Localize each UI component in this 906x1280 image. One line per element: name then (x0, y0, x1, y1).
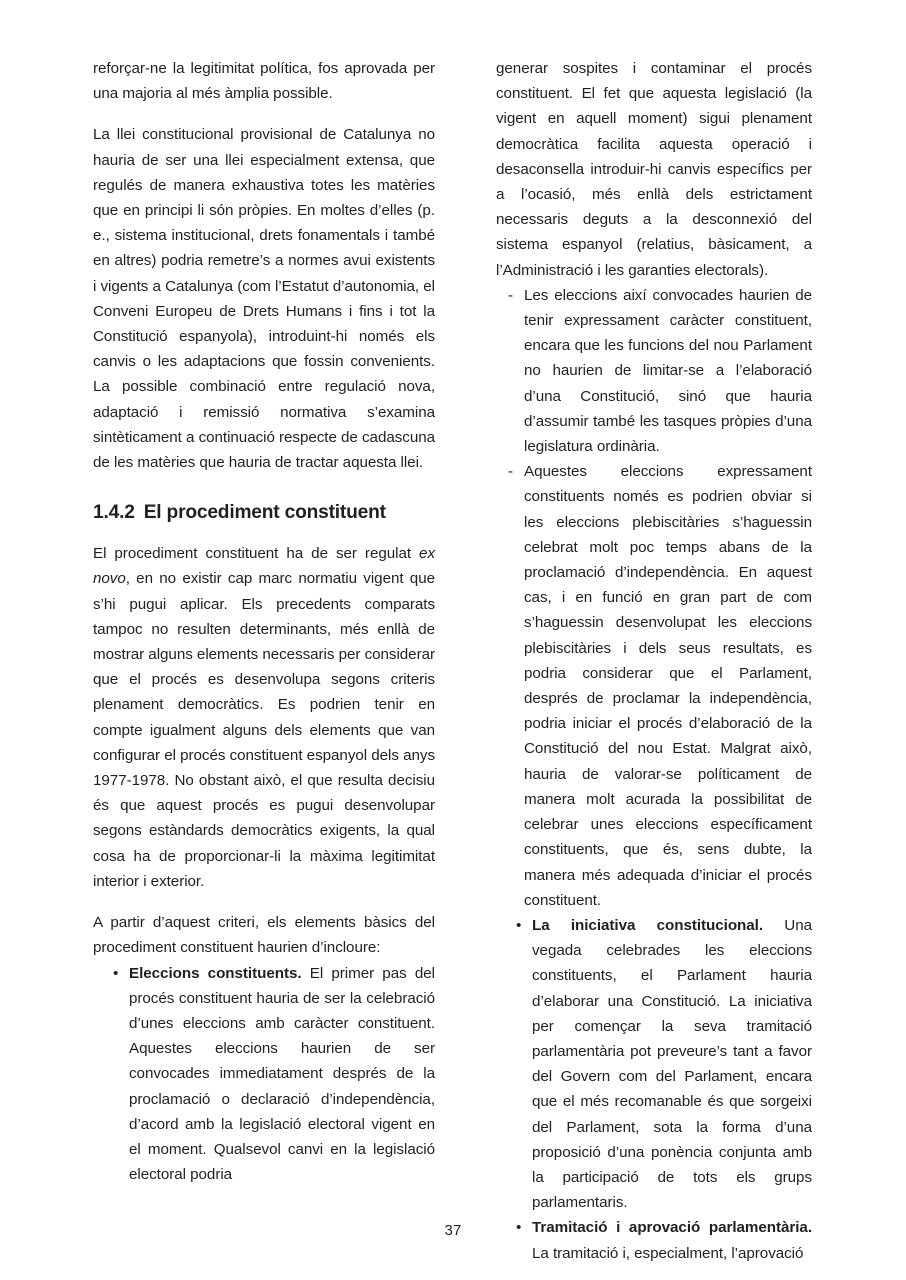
left-column (93, 56, 436, 1184)
paragraph-continuation: reforçar-ne la legitimitat política, fos aprovada per una majoria al més àmplia possible. (93, 60, 435, 103)
bullet-dot-icon: • (516, 1219, 522, 1237)
list-item-lead-label: La iniciativa constitucional. (532, 916, 764, 934)
page-number: 37 (444, 1222, 462, 1239)
paragraph-generar-sospites: generar sospites i contaminar el procés constituent. El fet que aquesta legislació (la vigent en aquell moment) sigui plenament democràtica facilita aquesta operació i desaconsella introduir-hi canvis específics per a l’ocasió, més enllà dels estrictament necessaris deguts a la desconnexió del sistema espanyol (relatius, bàsicament, a l’Administració i les garanties electorals). (496, 60, 812, 279)
section-heading (93, 501, 435, 525)
section-title: El procediment constituent (143, 502, 386, 524)
list-item (508, 459, 812, 913)
list-item-lead-label: Eleccions constituents. (129, 964, 302, 982)
list-item-lead-label: Tramitació i aprovació parlamentària. (532, 1219, 812, 1237)
paragraph-ex-novo (93, 541, 435, 894)
dash-marker-icon: - (508, 463, 514, 481)
italic-term-ex-novo: ex novo (93, 545, 435, 588)
right-bullet-list (496, 913, 812, 1266)
list-item (107, 961, 435, 1188)
list-item-body: El primer pas del procés constituent hauria de ser la celebració d’unes eleccions amb caràcter constituent. Aquestes eleccions haurien de ser convocades immediatament després de la proclamació o declaració d’independència, d’acord amb la legislació electoral vigent en el moment. Qualsevol canvi en la legislació electoral podria (129, 964, 435, 1184)
list-item (510, 913, 812, 1215)
bullet-dot-icon: • (516, 916, 522, 934)
paragraph-llei-constitucional: La llei constitucional provisional de Catalunya no hauria de ser una llei especialment extensa, que regulés de manera exhaustiva totes les matèries que en principi li són pròpies. En moltes d’elles (p. e., sistema institucional, drets fonamentals i també en altres) podria remetre’s a normes avui existents i vigents a Catalunya (com l’Estatut d’autonomia, el Conveni Europeu de Drets Humans i fins i tot la Constitució espanyola), introduint-hi només els canvis o les adaptacions que fossin convenients. La possible combinació entre regulació nova, adaptació i remissió normativa s’examina sintèticament a continuació respecte de cadascuna de les matèries que hauria de tractar aquesta llei. (93, 126, 436, 472)
right-dash-list (496, 283, 812, 913)
bullet-dot-icon: • (113, 964, 119, 982)
list-item-body: Aquestes eleccions expressament constituents només es podrien obviar si les eleccions plebiscitàries s’haguessin celebrat molt poc temps abans de la proclamació d’independència. En aquest cas, i en funció en gran part de com s’haguessin desenvolupat les eleccions plebiscitàries i dels seus resultats, es podria considerar que el Parlament, després de proclamar la independència, podria iniciar el procés d’elaboració de la Constitució del nou Estat. Malgrat això, hauria de valorar-se políticament de manera molt acurada la possibilitat de celebrar unes eleccions específicament constituents, que és, sens dubte, la manera més adequada d’iniciar el procés constituent. (524, 463, 812, 909)
paragraph-a-partir: A partir d’aquest criteri, els elements bàsics del procediment constituent haurien d’incloure: (93, 914, 435, 957)
paragraph-rest-text: , en no existir cap marc normatiu vigent que s’hi pugui aplicar. Els precedents comparats tampoc no resulten determinants, més enllà de mostrar alguns elements necessaris per considerar que el procés es desenvolupa segons criteris plenament democràtics. Es podrien tenir en compte igualment alguns dels elements que van configurar el procés constituent espanyol dels anys 1977-1978. No obstant això, el que resulta decisiu és que aquest procés es pugui desenvolupar segons estàndards democràtics exigents, la qual cosa ha de proporcionar-li la màxima legitimitat interior i exterior. (93, 570, 435, 890)
paragraph-lead-text: El procediment constituent ha de ser regulat (93, 545, 420, 563)
list-item-body: Les eleccions així convocades haurien de tenir expressament caràcter constituent, encara que les funcions del nou Parlament no haurien de limitar-se a l’elaboració d’una Constitució, sinó que hauria d’assumir també les tasques pròpies d’una legislatura ordinària. (524, 286, 812, 456)
list-item-body: La tramitació i, especialment, l’aprovació (532, 1244, 804, 1262)
right-column (496, 56, 812, 1262)
list-item-body: Una vegada celebrades les eleccions constituents, el Parlament hauria d’elaborar una Constitució. La iniciativa per començar la seva tramitació parlamentària pot preveure’s tant a favor del Govern com del Parlament, encara que el més recomanable és que sorgeixi del Parlament, sota la forma d’una proposició d’una ponència conjunta amb la participació de tots els grups parlamentaris. (532, 916, 812, 1212)
list-item (508, 283, 812, 459)
left-bullet-list (93, 961, 435, 1188)
dash-marker-icon: - (508, 286, 514, 304)
section-number: 1.4.2 (93, 502, 135, 524)
